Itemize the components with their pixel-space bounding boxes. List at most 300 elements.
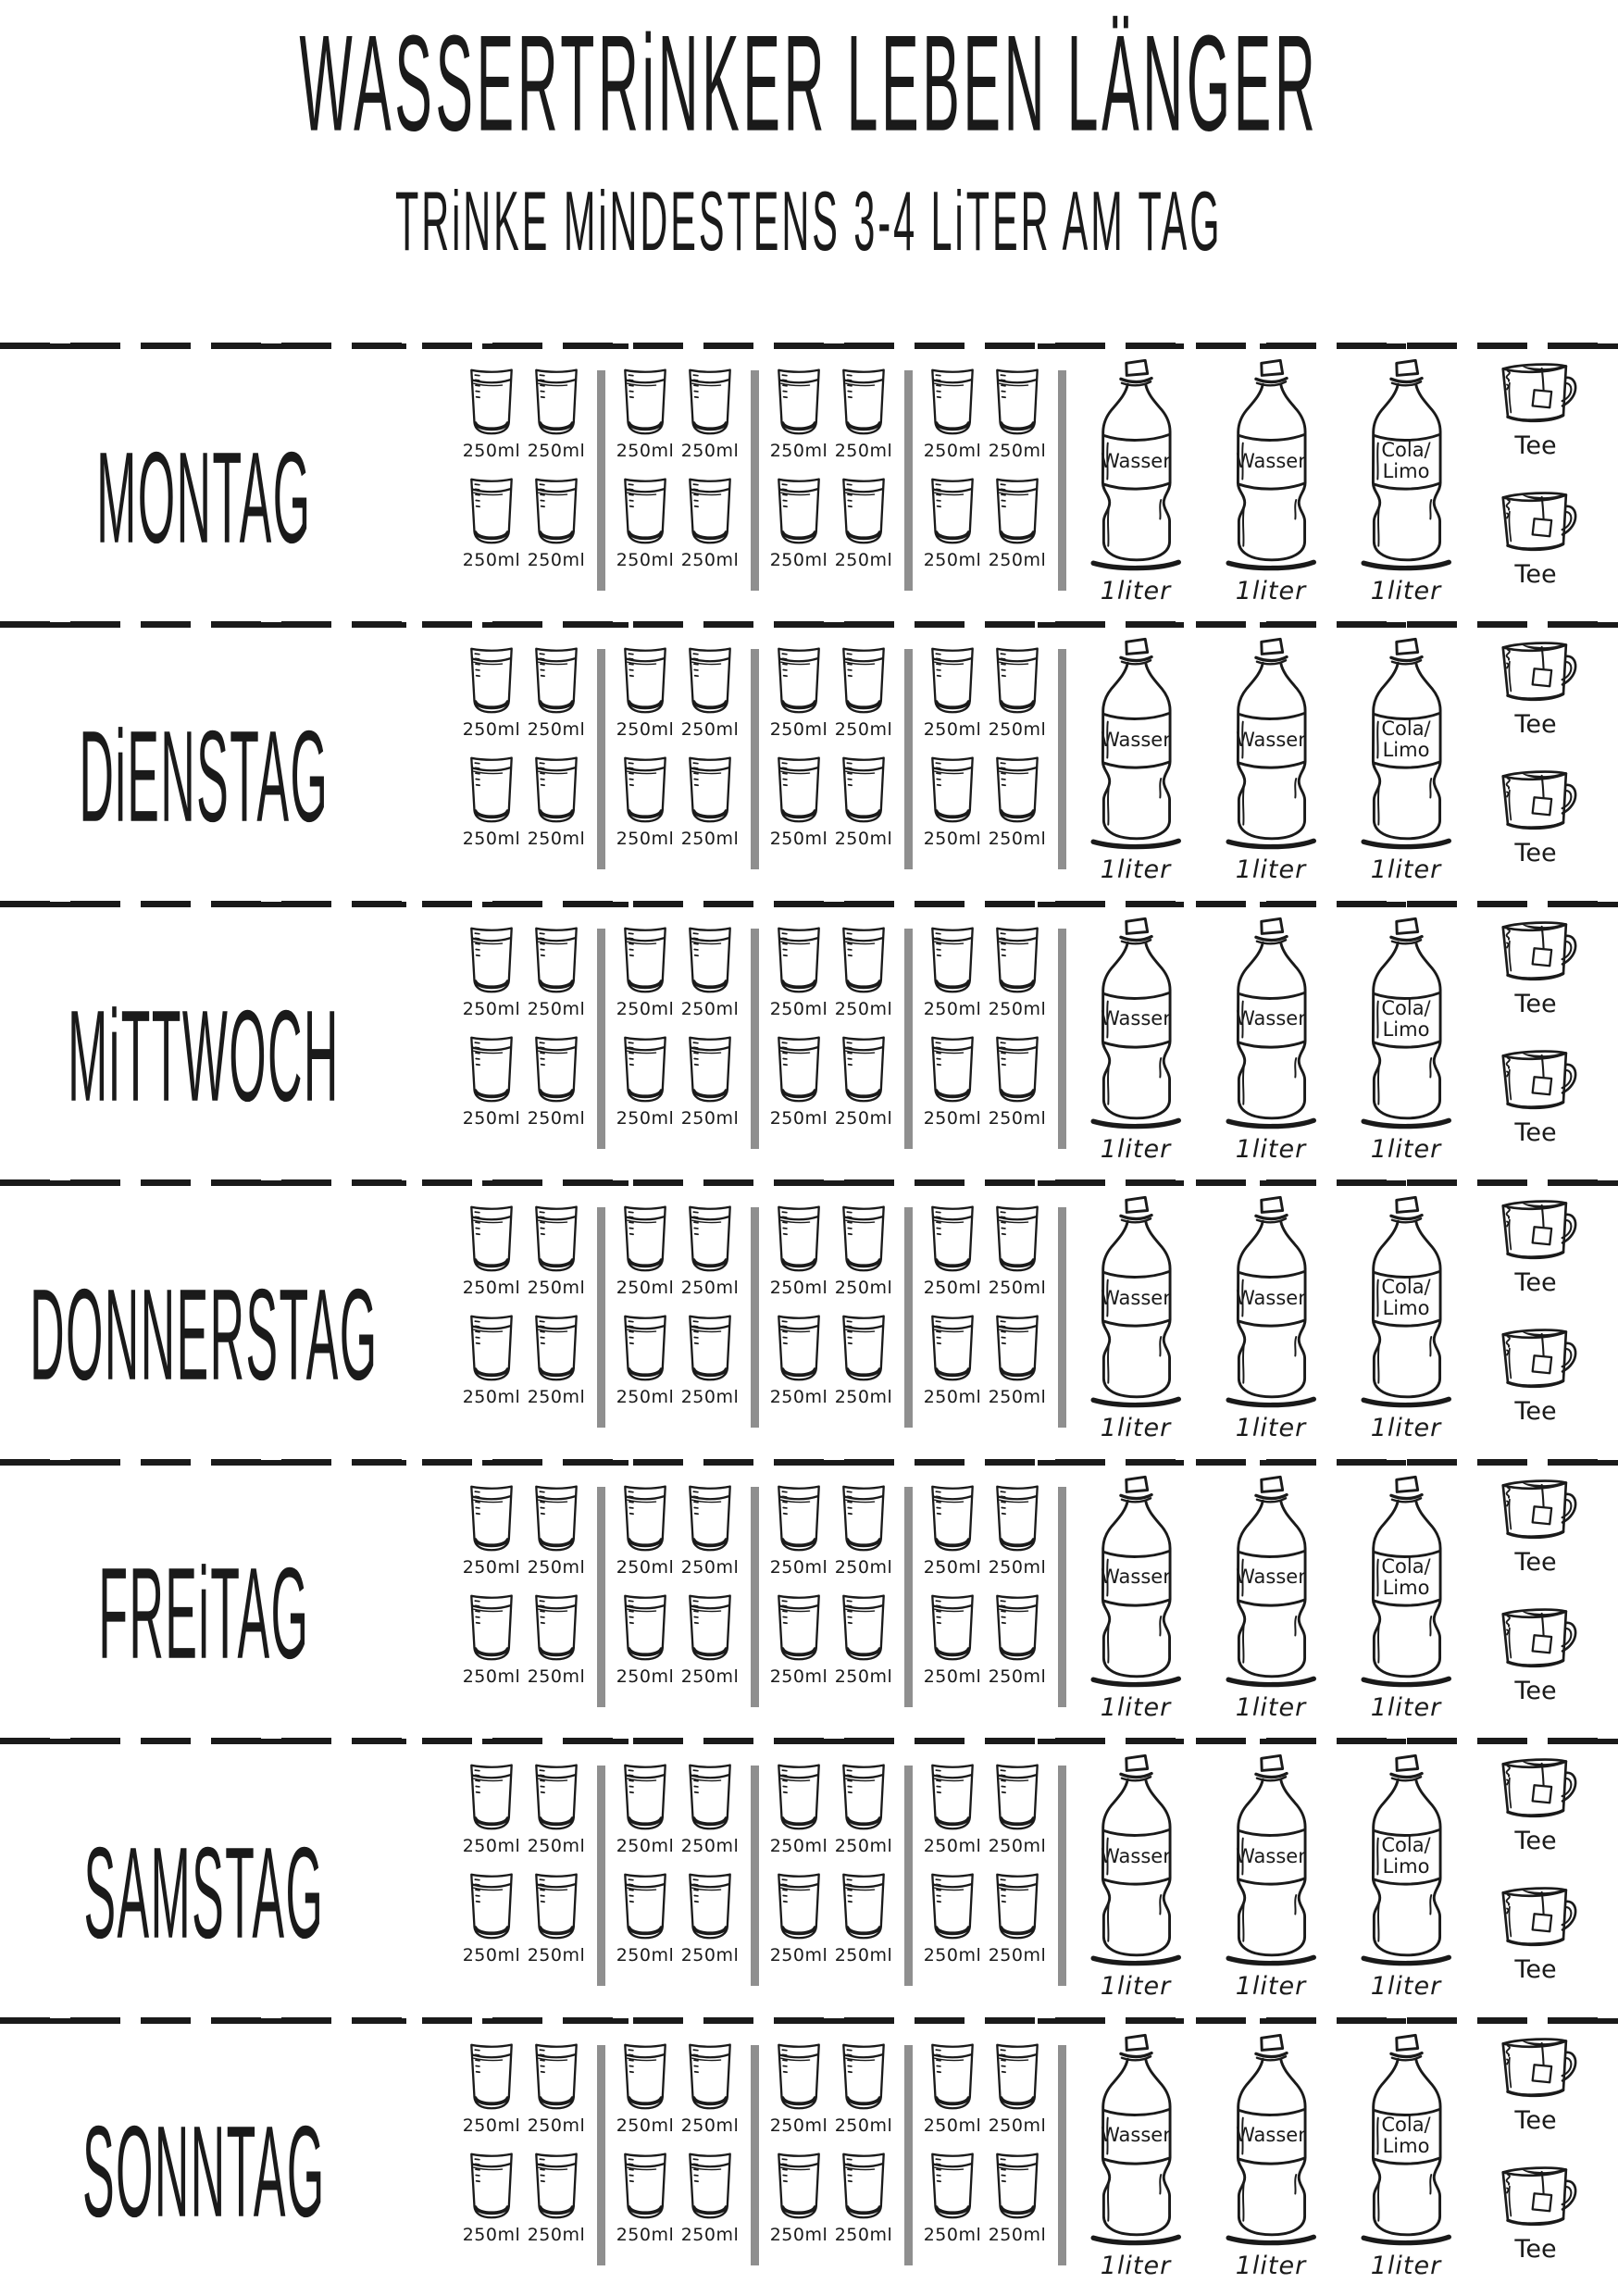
water-glass-icon [839, 1313, 889, 1385]
cup-volume-label: 250ml [527, 2115, 586, 2136]
cup-volume-label: 250ml [769, 2224, 828, 2245]
water-glass-icon [927, 367, 977, 439]
water-glass-icon [531, 925, 581, 997]
cup [766, 1592, 831, 1687]
tea-mug [1490, 1194, 1581, 1297]
cup [613, 1204, 678, 1298]
cup [613, 1313, 678, 1407]
water-glass-icon [685, 367, 735, 439]
cup-volume-label: 250ml [527, 1556, 586, 1578]
group-separator-bar [1058, 1766, 1066, 1986]
cup [613, 1483, 678, 1578]
cup-volume-label: 250ml [616, 550, 675, 570]
cup [831, 476, 896, 570]
cup [459, 1871, 524, 1965]
cup [524, 1034, 589, 1129]
cup [678, 476, 742, 570]
water-glass-icon [774, 755, 824, 827]
water-glass-icon [992, 2151, 1042, 2223]
bottle-label-line: Cola/ [1381, 718, 1431, 741]
day-name-column [0, 621, 407, 900]
bottle-art [1224, 1472, 1318, 1689]
cup-group [766, 1204, 896, 1428]
bottle-wasser [1089, 1751, 1183, 2001]
bottle-label-line: Wasser [1101, 1844, 1171, 1867]
cup [985, 1204, 1050, 1298]
bottle-volume-label: 1liter [1370, 577, 1442, 605]
cup-volume-label: 250ml [680, 1945, 740, 1966]
water-glass-icon [839, 1762, 889, 1834]
cup-group [613, 367, 742, 591]
bottle-cola-limo [1359, 2030, 1453, 2280]
cup-volume-label: 250ml [923, 550, 982, 570]
row-divider-dashed-line [0, 1459, 1618, 1466]
bottle-volume-label: 1liter [1235, 1972, 1307, 2002]
cup-volume-label: 250ml [616, 1107, 675, 1129]
water-glass-icon [531, 755, 581, 827]
bottle-label-line: Limo [1382, 460, 1430, 482]
tea-mug-icon [1490, 1194, 1581, 1268]
cup [831, 1592, 896, 1687]
water-glass-icon [531, 367, 581, 439]
cup-volume-label: 250ml [680, 829, 740, 850]
water-glass-icon [839, 1871, 889, 1943]
cup [524, 1483, 589, 1578]
cup [459, 476, 524, 570]
cup-volume-label: 250ml [923, 2224, 982, 2245]
cup [459, 925, 524, 1019]
tea-mug-icon [1490, 2032, 1581, 2106]
water-glass-icon [839, 925, 889, 997]
cups-grid [407, 343, 1074, 591]
cup-group [920, 1204, 1050, 1428]
cup-volume-label: 250ml [527, 1107, 586, 1129]
tea-mug-icon [1490, 1753, 1581, 1827]
cup-volume-label: 250ml [769, 550, 828, 570]
cup-volume-label: 250ml [527, 998, 586, 1019]
cup [831, 1204, 896, 1298]
cup-volume-label: 250ml [527, 1666, 586, 1687]
cup-volume-label: 250ml [462, 1387, 521, 1408]
bottle-cola-limo [1359, 356, 1453, 605]
water-glass-icon [927, 1871, 977, 1943]
cup [831, 1762, 896, 1856]
water-glass-icon [467, 1034, 517, 1106]
row-divider-dashed-line [0, 901, 1618, 908]
day-row-dienstag [0, 621, 1618, 900]
water-glass-icon [467, 1871, 517, 1943]
bottle-label-line: Wasser [1101, 728, 1171, 751]
bottle-label-line: Cola/ [1381, 439, 1431, 461]
cup-volume-label: 250ml [769, 998, 828, 1019]
water-glass-icon [927, 1762, 977, 1834]
water-glass-icon [620, 367, 670, 439]
cup-group [766, 2041, 896, 2265]
cup-group [613, 925, 742, 1149]
cup-volume-label: 250ml [527, 829, 586, 850]
day-name-column [0, 2017, 407, 2296]
bottle-label [1231, 1832, 1311, 1880]
tea-mug [1490, 1323, 1581, 1426]
bottles [1074, 343, 1453, 605]
cup [920, 476, 985, 570]
water-glass-icon [620, 645, 670, 718]
cup-group [459, 1204, 589, 1428]
water-glass-icon [531, 1762, 581, 1834]
row-divider-dashed-line [0, 1738, 1618, 1745]
group-separator-bar [597, 1766, 605, 1986]
cup-group [920, 1762, 1050, 1986]
bottle-volume-label: 1liter [1370, 2251, 1442, 2280]
bottle-label-line: Limo [1382, 1017, 1430, 1041]
water-glass-icon [531, 1871, 581, 1943]
tea-label: Tee [1514, 1397, 1557, 1427]
cup-volume-label: 250ml [988, 2115, 1047, 2136]
tea-mug [1490, 1603, 1581, 1705]
bottle-art [1359, 2030, 1453, 2247]
tea-label: Tee [1514, 1955, 1557, 1985]
cup-volume-label: 250ml [616, 441, 675, 461]
cup [920, 645, 985, 740]
cup [678, 367, 742, 461]
cup [985, 1313, 1050, 1407]
bottle-art [1224, 914, 1318, 1130]
water-glass-icon [774, 1592, 824, 1665]
cup-volume-label: 250ml [988, 1945, 1047, 1966]
group-separator-bar [1058, 1487, 1066, 1707]
water-glass-icon [839, 1592, 889, 1665]
bottle-wasser [1224, 634, 1318, 884]
bottle-label-line: Wasser [1236, 728, 1306, 751]
header [0, 0, 1618, 343]
bottle-wasser [1089, 634, 1183, 884]
bottle-wasser [1224, 1192, 1318, 1442]
bottle-volume-label: 1liter [1370, 855, 1442, 885]
cup [524, 367, 589, 461]
cup-volume-label: 250ml [680, 2224, 740, 2245]
group-separator-bar [1058, 1207, 1066, 1428]
cup [459, 1592, 524, 1687]
bottle-volume-label: 1liter [1100, 855, 1172, 885]
cup [613, 1592, 678, 1687]
cup-volume-label: 250ml [527, 550, 586, 570]
group-separator-bar [597, 370, 605, 591]
cup-volume-label: 250ml [616, 998, 675, 1019]
bottle-label [1366, 1832, 1446, 1880]
water-glass-icon [839, 645, 889, 718]
cup [678, 1762, 742, 1856]
water-glass-icon [839, 1034, 889, 1106]
group-separator-bar [597, 929, 605, 1149]
water-glass-icon [685, 1762, 735, 1834]
tea-label: Tee [1514, 2105, 1557, 2135]
water-glass-icon [685, 1871, 735, 1943]
cup-volume-label: 250ml [462, 2115, 521, 2136]
cup-volume-label: 250ml [462, 829, 521, 850]
tea-mug-icon [1490, 1474, 1581, 1548]
group-separator-bar [1058, 649, 1066, 869]
cup-volume-label: 250ml [680, 2115, 740, 2136]
cup-volume-label: 250ml [462, 1556, 521, 1578]
cup [678, 2151, 742, 2245]
tea-mug [1490, 2161, 1581, 2264]
water-glass-icon [620, 1592, 670, 1665]
tea-mug-icon [1490, 2161, 1581, 2235]
bottle-label [1366, 437, 1446, 485]
bottle-volume-label: 1liter [1235, 1134, 1307, 1164]
water-glass-icon [685, 2151, 735, 2223]
cup [766, 2041, 831, 2136]
tea-mug-icon [1490, 1881, 1581, 1955]
group-separator-bar [751, 1487, 759, 1707]
cup [678, 1871, 742, 1965]
tea-label: Tee [1514, 1676, 1557, 1705]
cup-volume-label: 250ml [923, 1387, 982, 1408]
cup [766, 476, 831, 570]
water-glass-icon [531, 2041, 581, 2114]
cup [678, 1204, 742, 1298]
cup [524, 476, 589, 570]
cup [985, 476, 1050, 570]
cup [831, 2041, 896, 2136]
cup [613, 1034, 678, 1129]
bottle-volume-label: 1liter [1100, 1692, 1172, 1722]
water-glass-icon [774, 1313, 824, 1385]
cup [613, 645, 678, 740]
cup [678, 645, 742, 740]
page-title: WASSERTRiNKER LEBEN LÄNGER [299, 8, 1319, 161]
subtitle-row [250, 168, 1367, 272]
cup [613, 367, 678, 461]
cup [920, 2151, 985, 2245]
cup-volume-label: 250ml [769, 1107, 828, 1129]
day-label: SAMSTAG [83, 1821, 324, 1966]
bottle-art [1359, 356, 1453, 572]
group-separator-bar [904, 2045, 913, 2265]
bottle-label-line: Cola/ [1381, 1554, 1431, 1578]
cup [985, 1592, 1050, 1687]
bottle-wasser [1089, 356, 1183, 605]
cup [766, 367, 831, 461]
cup-volume-label: 250ml [527, 1836, 586, 1857]
cup-volume-label: 250ml [769, 1836, 828, 1857]
cup [831, 367, 896, 461]
water-glass-icon [467, 1483, 517, 1555]
bottles [1074, 1459, 1453, 1722]
cup-volume-label: 250ml [834, 829, 893, 850]
row-divider-dashed-line [0, 621, 1618, 629]
cup [831, 2151, 896, 2245]
water-glass-icon [992, 1762, 1042, 1834]
bottle-label [1096, 1832, 1176, 1880]
water-glass-icon [927, 1483, 977, 1555]
bottle-label-line: Wasser [1101, 449, 1171, 472]
cup-group [920, 2041, 1050, 2265]
cup-group [459, 1762, 589, 1986]
water-glass-icon [839, 755, 889, 827]
bottle-wasser [1224, 2030, 1318, 2280]
group-separator-bar [751, 1207, 759, 1428]
water-glass-icon [774, 645, 824, 718]
cup-volume-label: 250ml [988, 719, 1047, 741]
cup-volume-label: 250ml [769, 1945, 828, 1966]
cup-volume-label: 250ml [462, 1945, 521, 1966]
bottle-cola-limo [1359, 1472, 1453, 1722]
cup-volume-label: 250ml [527, 441, 586, 461]
water-glass-icon [685, 1034, 735, 1106]
water-glass-icon [774, 1762, 824, 1834]
cup-volume-label: 250ml [680, 1387, 740, 1408]
cup-volume-label: 250ml [988, 1556, 1047, 1578]
group-separator-bar [904, 1766, 913, 1986]
bottle-label-line: Wasser [1236, 1007, 1306, 1030]
cup-volume-label: 250ml [527, 1278, 586, 1299]
cup [459, 755, 524, 849]
group-separator-bar [904, 1487, 913, 1707]
group-separator-bar [597, 649, 605, 869]
cup-group [920, 367, 1050, 591]
tea-mug-icon [1490, 1603, 1581, 1677]
bottle-volume-label: 1liter [1100, 577, 1172, 605]
bottle-label [1366, 1274, 1446, 1322]
cup [524, 1592, 589, 1687]
water-glass-icon [992, 645, 1042, 718]
cup-volume-label: 250ml [616, 2224, 675, 2245]
cup-group [459, 367, 589, 591]
water-glass-icon [467, 2041, 517, 2114]
bottle-art [1359, 1192, 1453, 1409]
bottle-label [1366, 995, 1446, 1043]
bottle-label [1096, 2112, 1176, 2160]
bottle-label-line: Wasser [1236, 449, 1306, 472]
water-glass-icon [685, 1483, 735, 1555]
tea-mug-icon [1490, 636, 1581, 710]
cup [459, 1483, 524, 1578]
cup-volume-label: 250ml [834, 2224, 893, 2245]
cups-grid [407, 901, 1074, 1149]
water-glass-icon [992, 476, 1042, 548]
cup-volume-label: 250ml [680, 1107, 740, 1129]
water-glass-icon [992, 1483, 1042, 1555]
bottle-art [1359, 914, 1453, 1130]
cup [920, 2041, 985, 2136]
cup [678, 1483, 742, 1578]
cup [920, 755, 985, 849]
water-glass-icon [992, 1034, 1042, 1106]
water-glass-icon [685, 1204, 735, 1276]
water-glass-icon [620, 476, 670, 548]
cup [678, 2041, 742, 2136]
cup [678, 1313, 742, 1407]
cup [985, 645, 1050, 740]
water-glass-icon [531, 645, 581, 718]
cup-volume-label: 250ml [834, 2115, 893, 2136]
cup [613, 755, 678, 849]
bottle-art [1359, 1472, 1453, 1689]
cup [985, 2041, 1050, 2136]
teas [1453, 621, 1618, 867]
cup-volume-label: 250ml [680, 1278, 740, 1299]
cup [524, 1871, 589, 1965]
group-separator-bar [751, 929, 759, 1149]
cup [459, 1762, 524, 1856]
cup-volume-label: 250ml [680, 1556, 740, 1578]
bottle-volume-label: 1liter [1235, 577, 1307, 605]
water-glass-icon [839, 1483, 889, 1555]
bottle-art [1089, 1751, 1183, 1967]
cup [524, 2041, 589, 2136]
water-glass-icon [774, 1871, 824, 1943]
cup [831, 1313, 896, 1407]
cups-grid [407, 621, 1074, 869]
cup-group [613, 1204, 742, 1428]
cup-group [613, 1483, 742, 1707]
cup-volume-label: 250ml [988, 998, 1047, 1019]
bottle-volume-label: 1liter [1235, 2251, 1307, 2280]
bottle-art [1224, 1192, 1318, 1409]
water-glass-icon [992, 1204, 1042, 1276]
water-glass-icon [620, 2151, 670, 2223]
tea-mug-icon [1490, 357, 1581, 431]
bottle-cola-limo [1359, 914, 1453, 1164]
cups-grid [407, 1179, 1074, 1428]
cup-volume-label: 250ml [769, 1666, 828, 1687]
cup-group [613, 2041, 742, 2265]
water-glass-icon [620, 1871, 670, 1943]
water-glass-icon [531, 1204, 581, 1276]
bottle-label-line: Wasser [1236, 2124, 1306, 2147]
day-label: DiENSTAG [79, 705, 329, 851]
cup [831, 1871, 896, 1965]
cup [524, 645, 589, 740]
water-glass-icon [992, 1592, 1042, 1665]
cup-volume-label: 250ml [680, 550, 740, 570]
group-separator-bar [1058, 929, 1066, 1149]
bottle-label-line: Cola/ [1381, 996, 1431, 1019]
water-glass-icon [685, 476, 735, 548]
bottle-volume-label: 1liter [1100, 1972, 1172, 2002]
cup [678, 925, 742, 1019]
day-row-freitag [0, 1459, 1618, 1738]
tea-mug-icon [1490, 1323, 1581, 1397]
cup-volume-label: 250ml [616, 1387, 675, 1408]
cup [766, 1762, 831, 1856]
water-glass-icon [620, 2041, 670, 2114]
teas [1453, 901, 1618, 1147]
bottle-art [1224, 634, 1318, 851]
water-glass-icon [620, 925, 670, 997]
cup [831, 755, 896, 849]
tea-mug [1490, 916, 1581, 1018]
water-glass-icon [620, 1034, 670, 1106]
cup [766, 1204, 831, 1298]
cup [985, 1483, 1050, 1578]
bottle-label-line: Wasser [1101, 1286, 1171, 1309]
cup-volume-label: 250ml [988, 1666, 1047, 1687]
bottle-label [1096, 437, 1176, 485]
bottle-art [1089, 356, 1183, 572]
cup-volume-label: 250ml [834, 719, 893, 741]
cup [524, 2151, 589, 2245]
water-glass-icon [467, 367, 517, 439]
water-glass-icon [774, 1483, 824, 1555]
cup [985, 1871, 1050, 1965]
cup [831, 1483, 896, 1578]
bottle-label [1231, 995, 1311, 1043]
cup-volume-label: 250ml [834, 1666, 893, 1687]
bottle-wasser [1224, 1472, 1318, 1722]
water-glass-icon [685, 1313, 735, 1385]
